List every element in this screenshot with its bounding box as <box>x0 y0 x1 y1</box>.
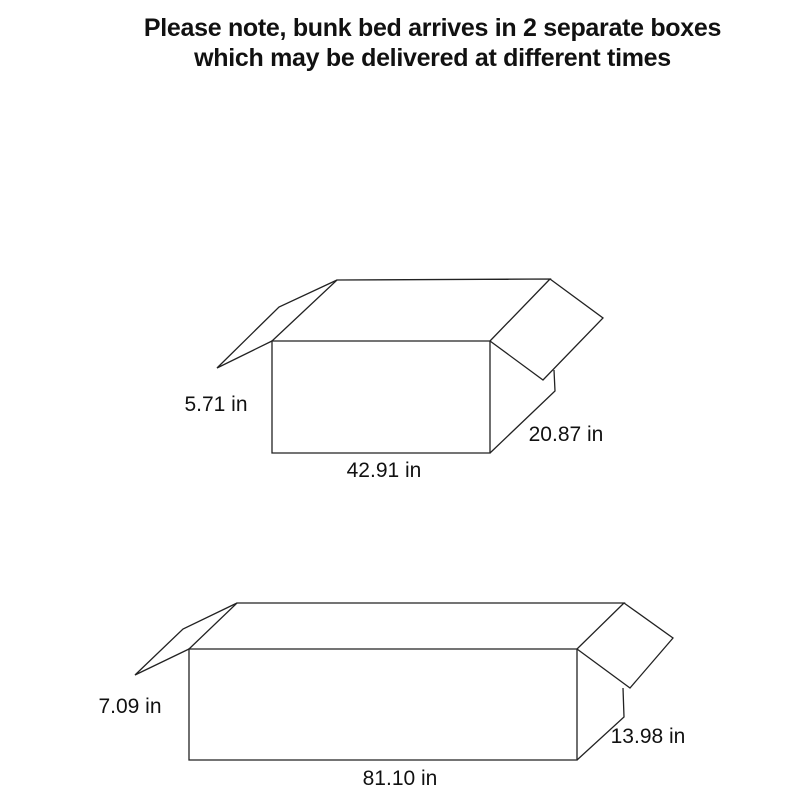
box-1-left-flap <box>217 280 337 368</box>
box-2-top-rim <box>189 603 624 649</box>
box-1-top-rim <box>272 279 550 341</box>
box-2-right-face-edge <box>577 688 624 760</box>
box-1-length-label: 42.91 in <box>346 459 422 482</box>
box-2-height-label: 7.09 in <box>98 695 162 718</box>
box-1-right-flap <box>490 279 603 380</box>
box-1-depth-label: 20.87 in <box>528 423 604 446</box>
box-2-front-face <box>189 649 577 760</box>
box-1-drawing <box>184 279 603 482</box>
box-1-front-face <box>272 341 490 453</box>
notice-line-2: which may be delivered at different times <box>194 44 671 72</box>
box-2-right-flap <box>577 603 673 688</box>
notice-line-1: Please note, bunk bed arrives in 2 separate boxes <box>143 14 722 42</box>
box-1-height-label: 5.71 in <box>184 393 248 416</box>
box-2-depth-label: 13.98 in <box>610 725 686 748</box>
box-2-drawing <box>98 603 685 790</box>
box-2-left-flap <box>135 603 237 675</box>
box-2-length-label: 81.10 in <box>362 767 438 790</box>
